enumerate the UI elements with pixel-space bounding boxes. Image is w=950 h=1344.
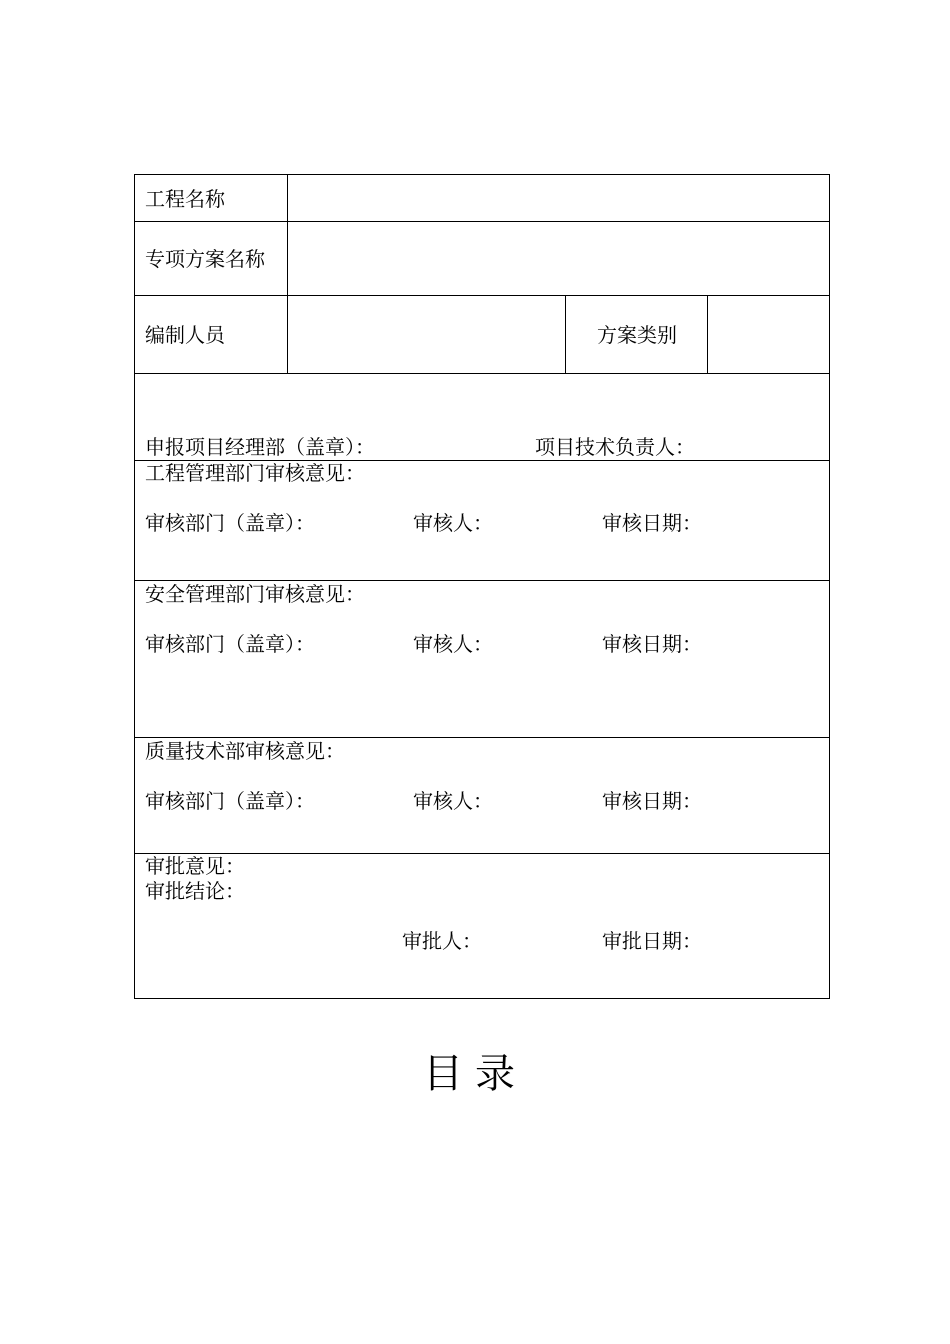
application-dept-label: 申报项目经理部（盖章）： xyxy=(145,435,375,459)
row-divider xyxy=(135,737,829,738)
project-name-field[interactable] xyxy=(288,175,829,221)
review-dept-seal-label: 审核部门（盖章）： xyxy=(145,632,315,656)
reviewer-label: 审核人： xyxy=(413,511,493,535)
review-dept-seal-label: 审核部门（盖章）： xyxy=(145,789,315,813)
row-divider xyxy=(135,373,829,374)
plan-category-field[interactable] xyxy=(708,296,829,373)
tech-lead-label: 项目技术负责人： xyxy=(535,435,695,459)
special-plan-name-label: 专项方案名称 xyxy=(145,247,265,271)
engineering-review-title: 工程管理部门审核意见： xyxy=(145,461,365,485)
review-date-label: 审核日期： xyxy=(602,632,702,656)
review-dept-seal-label: 审核部门（盖章）： xyxy=(145,511,315,535)
approval-date-label: 审批日期： xyxy=(602,929,702,953)
reviewer-label: 审核人： xyxy=(413,632,493,656)
approver-label: 审批人： xyxy=(402,929,482,953)
compiler-label: 编制人员 xyxy=(145,323,225,347)
review-date-label: 审核日期： xyxy=(602,789,702,813)
approval-opinion-label: 审批意见： xyxy=(145,854,245,878)
project-name-label: 工程名称 xyxy=(145,187,225,211)
review-date-label: 审核日期： xyxy=(602,511,702,535)
safety-review-title: 安全管理部门审核意见： xyxy=(145,582,365,606)
row-divider xyxy=(135,580,829,581)
reviewer-label: 审核人： xyxy=(413,789,493,813)
toc-title: 目录 xyxy=(423,1051,527,1097)
approval-form-table xyxy=(134,174,830,999)
special-plan-name-field[interactable] xyxy=(288,222,829,295)
quality-review-title: 质量技术部审核意见： xyxy=(145,739,345,763)
column-divider xyxy=(565,295,566,373)
approval-conclusion-label: 审批结论： xyxy=(145,879,245,903)
plan-category-label: 方案类别 xyxy=(597,323,677,347)
compiler-field[interactable] xyxy=(288,296,565,373)
